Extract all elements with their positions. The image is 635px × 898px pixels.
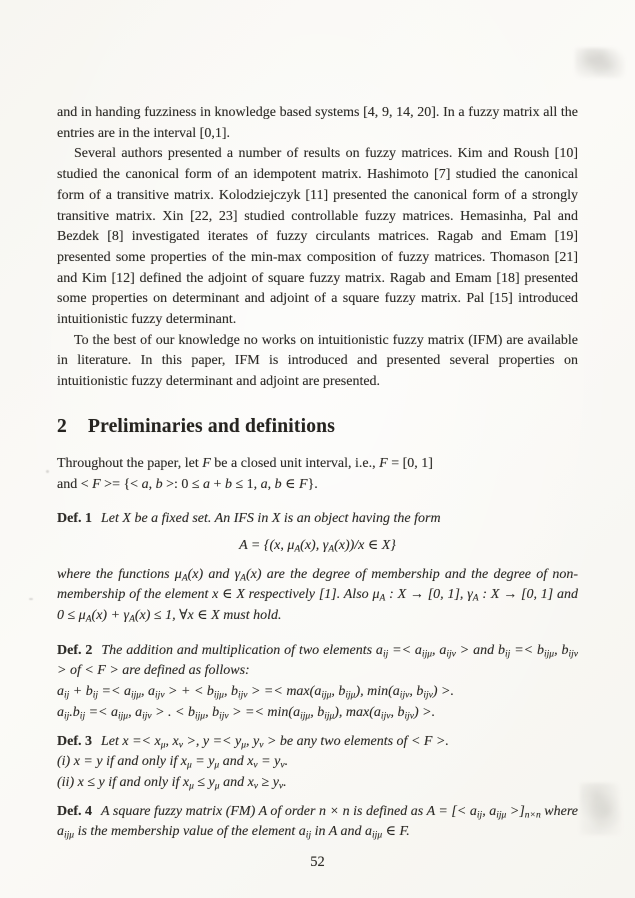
definition-1-text: Let X be a fixed set. An IFS in X is an object having the form	[101, 511, 441, 527]
definition-4	[57, 802, 578, 843]
scan-speck	[29, 598, 33, 600]
formula-multiplication: $a_{ij}.b_{ij} =< a_{ij\mu}$, $a_{ij\nu}$ > . < $b_{ij\mu}$, $b_{ij\nu}$ > =< $\min(a_{ij\mu}$, $b_{ij\mu}$), $\max(a_{ij\nu}$, $b_{ij\nu}$) >.	[57, 704, 436, 722]
page-number: 52	[310, 854, 325, 871]
scan-artifact-top-right	[575, 48, 625, 78]
paragraph-membership-explanation: where the functions $\mu_A(x)$ and $\gamma_A(x)$ are the degree of membership and the degree of non-membership of the element x ∈ X respectively [1]. Also $\mu_A$ : X → [0, 1], $\gamma_A$ : X → [0, 1] and $0 \le \mu_A(x) + \gamma_A(x) \le 1$, ∀x ∈ X must hold.	[57, 566, 579, 625]
definition-3	[57, 732, 578, 753]
definition-3-label: Def. 3	[57, 733, 92, 749]
definition-2	[57, 641, 578, 682]
page-content	[57, 0, 578, 873]
scan-artifact-right	[580, 783, 622, 835]
paragraph-intro-continuation: and in handing fuzziness in knowledge based systems [4, 9, 14, 20]. In a fuzzy matrix all the entries are in the interval [0,1].	[57, 105, 578, 141]
definition-2-text: The addition and multiplication of two elements $a_{ij} =< a_{ij\mu}$, $a_{ij\nu}$ > and $b_{ij} =< b_{ij\mu}$, $b_{ij\nu}$ > of < F > are defined as follows:	[57, 642, 578, 679]
paragraph-preliminaries-intro: Throughout the paper, let F be a closed unit interval, i.e., F = [0, 1] and < F >= {< a, b >: 0 ≤ a + b ≤ 1, a, b ∈ F}.	[57, 455, 433, 492]
definition-3-text: Let $x =< x_\mu$, $x_\nu$ >, $y =< y_\mu$, $y_\nu$ > be any two elements of < F >.	[101, 733, 449, 751]
definition-4-text: A square fuzzy matrix (FM) A of order n × n is defined as A = [< $a_{ij}$, $a_{ij\mu} >]_{n\times n}$ where $a_{ij\mu}$ is the membership value of the element $a_{ij}$ in A and $a_{ij\mu}$ ∈ F.	[57, 803, 578, 842]
paragraph-literature-review: Several authors presented a number of results on fuzzy matrices. Kim and Roush [10] studied the canonical form of an idempotent matrix. Hashimoto [7] studied the canonical form of a transitive matrix. Kolodziejczyk [11] presented the canonical form of a strongly transitive matrix. Xin [22, 23] studied controllable fuzzy matrices. Hemasinha, Pal and Bezdek [8] investigated iterates of fuzzy circulants matrices. Ragab and Emam [19] presented some properties of the min-max composition of fuzzy matrices. Thomason [21] and Kim [12] defined the adjoint of square fuzzy matrix. Ragab and Emam [18] presented some properties on determinant and adjoint of a square fuzzy matrix. Pal [15] introduced intuitionistic fuzzy determinant.	[57, 146, 578, 328]
formula-addition: $a_{ij} + b_{ij} =< a_{ij\mu}$, $a_{ij\nu}$ > + < $b_{ij\mu}$, $b_{ij\nu}$ > =< $\max(a_{ij\mu}$, $b_{ij\mu}$), $\min(a_{ij\nu}$, $b_{ij\nu}$) >.	[57, 684, 454, 701]
scan-speck	[46, 470, 49, 473]
section-title: Preliminaries and definitions	[87, 415, 335, 437]
definition-3-item-ii: (ii) x ≤ y if and only if $x_\mu \le y_\mu$ and $x_\nu \ge y_\nu$.	[57, 774, 287, 792]
definition-1	[57, 509, 578, 530]
section-heading	[57, 415, 578, 439]
equation-ifs-form: A = {(x, $\mu_A(x)$, $\gamma_A(x))/x$ ∈ X}	[239, 537, 396, 555]
definition-3-item-i: (i) x = y if and only if $x_\mu = y_\mu$ and $x_\nu = y_\nu$.	[57, 754, 289, 771]
paragraph-contribution: To the best of our knowledge no works on intuitionistic fuzzy matrix (IFM) are available in literature. In this paper, IFM is introduced and presented several properties on intuitionistic fuzzy determinant and adjoint are presented.	[57, 332, 578, 390]
definition-2-label: Def. 2	[57, 642, 93, 658]
definition-1-label: Def. 1	[57, 511, 92, 527]
section-number: 2	[57, 415, 67, 437]
definition-4-label: Def. 4	[57, 803, 93, 819]
